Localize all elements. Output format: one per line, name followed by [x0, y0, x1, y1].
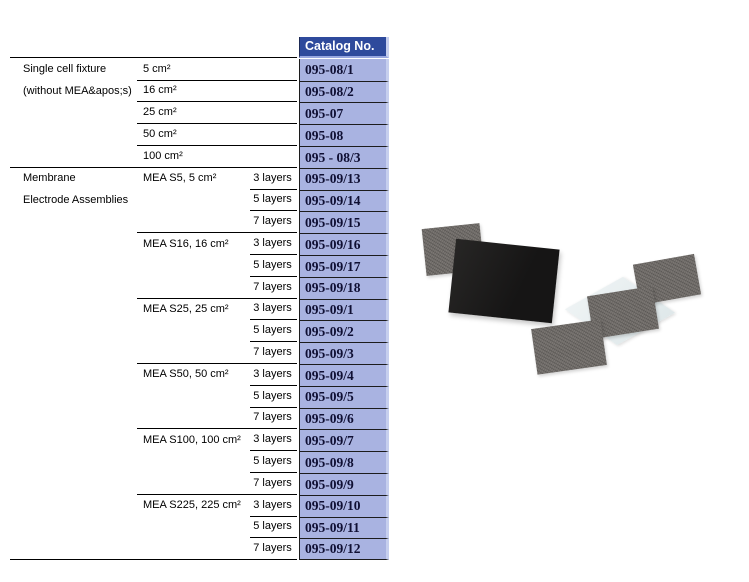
layers-cell: 3 layers — [250, 299, 297, 321]
size-cell: 25 cm² — [137, 102, 250, 124]
catalog-number-cell: 095-09/12 — [299, 538, 389, 560]
layers-cell: 3 layers — [250, 364, 297, 386]
catalog-number-cell: 095-07 — [299, 102, 389, 124]
layers-cell: 5 layers — [250, 255, 297, 277]
catalog-number-cell: 095-09/1 — [299, 299, 389, 321]
catalog-number-cell: 095-09/18 — [299, 277, 389, 299]
catalog-number-cell: 095 - 08/3 — [299, 146, 389, 168]
catalog-number-cell: 095-09/6 — [299, 408, 389, 430]
layers-cell: 3 layers — [250, 233, 297, 255]
size-cell: MEA S50, 50 cm² — [143, 368, 229, 381]
catalog-number-cell: 095-09/3 — [299, 342, 389, 364]
layers-cell: 7 layers — [250, 342, 297, 364]
size-cell: MEA S100, 100 cm² — [143, 433, 241, 446]
size-cell: 50 cm² — [137, 124, 250, 146]
catalog-number-cell: 095-09/9 — [299, 473, 389, 495]
catalog-number-cell: 095-09/15 — [299, 211, 389, 233]
catalog-number-cell: 095-08 — [299, 124, 389, 146]
size-cell: 16 cm² — [137, 81, 250, 103]
catalog-number-cell: 095-09/17 — [299, 255, 389, 277]
layers-cell: 5 layers — [250, 190, 297, 212]
section-label-cell: Membrane — [23, 172, 76, 185]
size-cell: MEA S25, 25 cm² — [143, 302, 229, 315]
catalog-number-cell: 095-09/16 — [299, 233, 389, 255]
size-cell: MEA S16, 16 cm² — [143, 237, 229, 250]
section-label-cell: Single cell fixture — [23, 63, 107, 76]
layers-cell: 7 layers — [250, 538, 297, 560]
size-cell: 5 cm² — [137, 59, 250, 81]
layers-cell: 7 layers — [250, 211, 297, 233]
section-label-cell: (without MEA&apos;s) — [23, 84, 132, 97]
catalog-number-cell: 095-09/8 — [299, 451, 389, 473]
catalog-number-cell: 095-09/5 — [299, 386, 389, 408]
black-membrane-sheet — [448, 239, 559, 323]
gas-diffusion-sheet-bottom — [531, 319, 607, 374]
layers-cell: 3 layers — [250, 168, 297, 190]
layers-cell: 7 layers — [250, 473, 297, 495]
catalog-number-cell: 095-09/14 — [299, 190, 389, 212]
layers-cell: 7 layers — [250, 277, 297, 299]
layers-cell: 3 layers — [250, 495, 297, 517]
layers-cell: 5 layers — [250, 386, 297, 408]
catalog-number-cell: 095-09/11 — [299, 517, 389, 539]
catalog-no-header: Catalog No. — [299, 37, 389, 58]
catalog-number-cell: 095-09/2 — [299, 320, 389, 342]
catalog-number-cell: 095-09/10 — [299, 495, 389, 517]
size-cell: MEA S225, 225 cm² — [143, 499, 241, 512]
layers-cell: 5 layers — [250, 517, 297, 539]
catalog-number-cell: 095-09/7 — [299, 429, 389, 451]
catalog-number-cell: 095-08/2 — [299, 81, 389, 103]
catalog-number-cell: 095-09/13 — [299, 168, 389, 190]
section-label-cell: Electrode Assemblies — [23, 193, 129, 206]
catalog-number-cell: 095-09/4 — [299, 364, 389, 386]
size-cell: MEA S5, 5 cm² — [143, 172, 217, 185]
layers-cell: 3 layers — [250, 429, 297, 451]
layers-cell: 5 layers — [250, 320, 297, 342]
layers-cell: 5 layers — [250, 451, 297, 473]
layers-cell: 7 layers — [250, 408, 297, 430]
size-cell: 100 cm² — [137, 146, 250, 168]
catalog-number-cell: 095-08/1 — [299, 59, 389, 81]
